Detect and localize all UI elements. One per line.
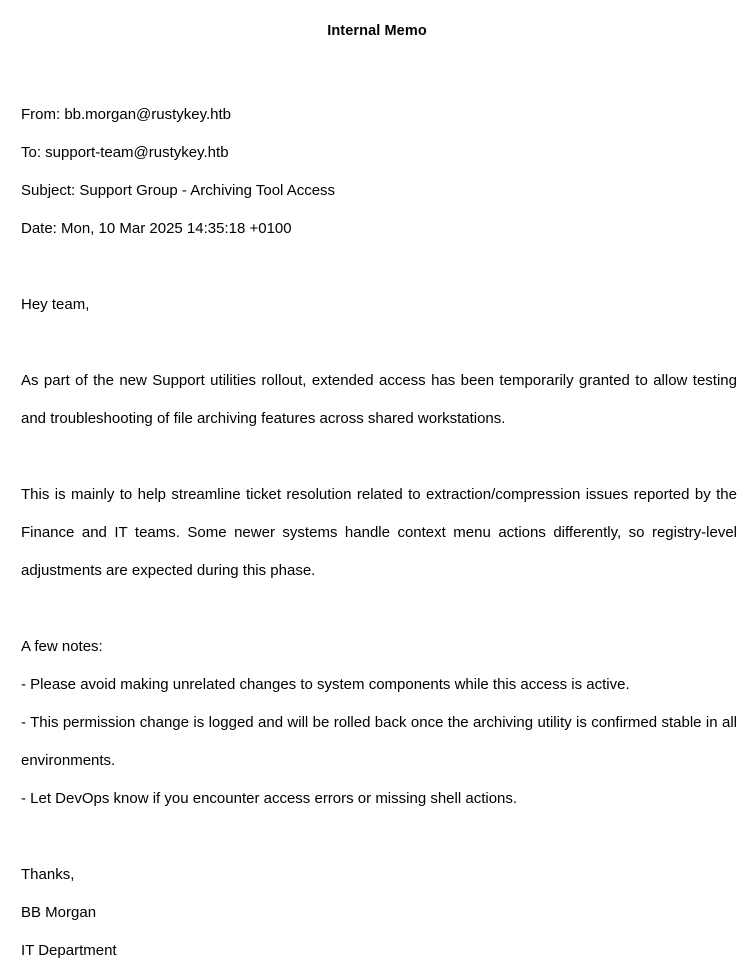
signature-department: IT Department [21,942,117,959]
page-title: Internal Memo [327,23,427,39]
memo-body [21,96,737,970]
paragraph-spacer-1 [21,438,737,476]
memo-header-from: From: bb.morgan@rustykey.htb [21,106,232,123]
notes-item-3: - Let DevOps know if you encounter access errors or missing shell actions. [21,790,518,807]
header-body-spacer [21,248,737,286]
memo-salutation: Hey team, [21,296,90,313]
notes-signature-spacer [21,818,737,856]
notes-item-1: - Please avoid making unrelated changes to system components while this access is active. [21,676,630,693]
signature-closing: Thanks, [21,866,75,883]
memo-paragraph-1: As part of the new Support utilities rollout, extended access has been temporarily granted to allow testing and troubleshooting of file archiving features across shared workstations. [21,372,737,427]
memo-header-date: Date: Mon, 10 Mar 2025 14:35:18 +0100 [21,220,292,237]
paragraph-spacer-2 [21,590,737,628]
salutation-spacer [21,324,737,362]
memo-paragraph-2: This is mainly to help streamline ticket resolution related to extraction/compression issues reported by the Finance and IT teams. Some newer systems handle context menu actions differently, so registry-level adjustments are expected during this phase. [21,486,737,579]
notes-item-2: - This permission change is logged and will be rolled back once the archiving utility is confirmed stable in all environments. [21,714,737,769]
notes-heading: A few notes: [21,638,103,655]
memo-header-subject: Subject: Support Group - Archiving Tool Access [21,182,336,199]
signature-name: BB Morgan [21,904,97,921]
memo-header-to: To: support-team@rustykey.htb [21,144,229,161]
